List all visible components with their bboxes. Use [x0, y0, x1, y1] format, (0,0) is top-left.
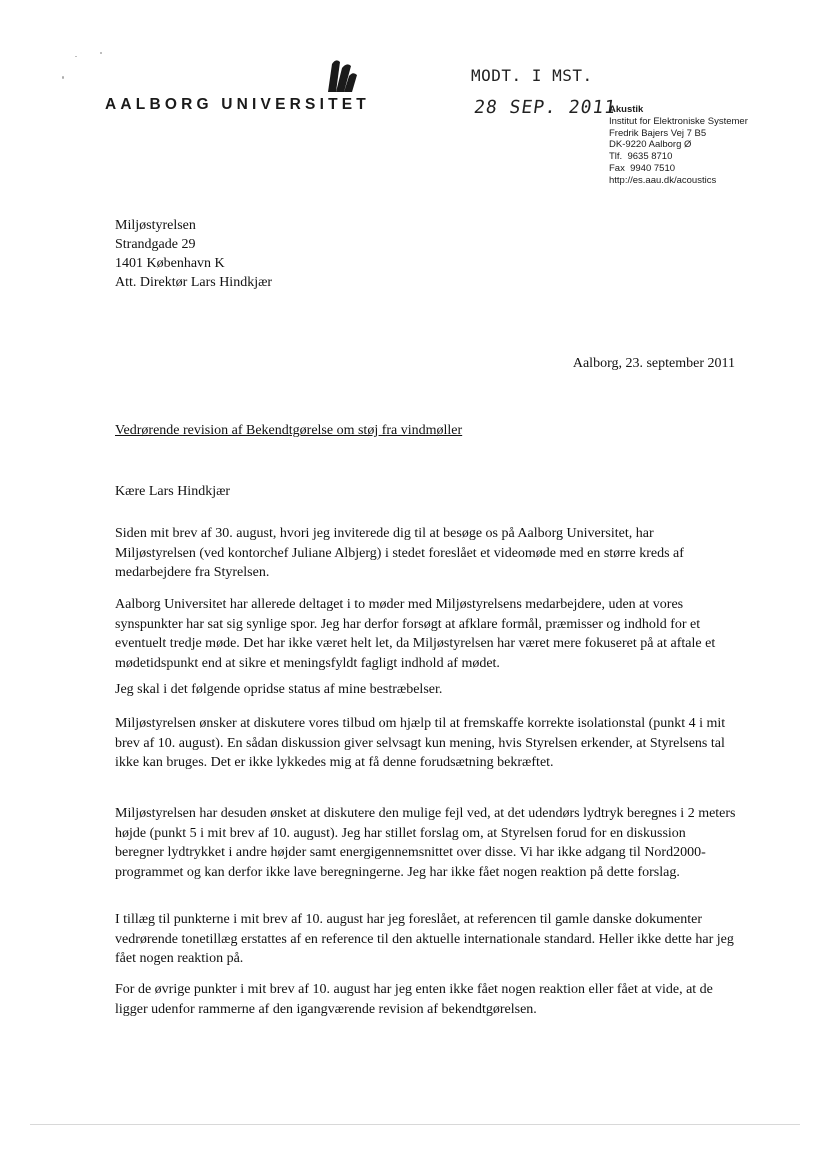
recipient-line: Strandgade 29: [115, 237, 196, 252]
recipient-line: 1401 København K: [115, 256, 225, 271]
institution-name: AALBORG UNIVERSITET: [105, 96, 370, 113]
university-logo-icon: [322, 58, 358, 92]
recipient-line: Att. Direktør Lars Hindkjær: [115, 275, 273, 290]
sender-phone: Tlf. 9635 8710: [609, 151, 673, 163]
received-stamp: MODT. I MST.: [471, 66, 593, 85]
scan-speck: [75, 56, 77, 57]
scan-edge-line: [30, 1124, 800, 1125]
body-paragraph: Aalborg Universitet har allerede deltaget i to møder med Miljøstyrelsens medarbejdere, uden at vores synspunkter har sat sig synlige spor. Jeg har derfor forsøgt at afklare formål, præmisser og indhold for et eventuelt tredje møde. Det har ikke været helt let, da Miljøstyrelsen har været mere fokuseret på at aftale et mødetidspunkt end at sikre et meningsfyldt fagligt indhold af mødet.: [115, 597, 716, 671]
body-paragraph: Miljøstyrelsen ønsker at diskutere vores tilbud om hjælp til at fremskaffe korrekte isolationstal (punkt 4 i mit brev af 10. august). En sådan diskussion giver selvsagt kun mening, hvis Styrelsen erkender, at Styrelsens tal ikke kan bruges. Det er ikke lykkedes mig at få denne forudsætning bekræftet.: [115, 716, 726, 770]
sender-line: Institut for Elektroniske Systemer: [609, 115, 748, 127]
sender-line: DK-9220 Aalborg Ø: [609, 139, 692, 151]
sender-address: [609, 104, 748, 187]
body-paragraph: I tillæg til punkterne i mit brev af 10. august har jeg foreslået, at referencen til gamle danske dokumenter vedrørende tonetillæg erstattes af en reference til den aktuelle internationale standard. Heller ikke dette har jeg fået nogen reaktion på.: [115, 912, 734, 966]
sender-fax: Fax 9940 7510: [609, 162, 676, 174]
received-stamp-date: 28 SEP. 2011: [472, 97, 618, 118]
body-paragraph: Siden mit brev af 30. august, hvori jeg inviterede dig til at besøge os på Aalborg Universitet, har Miljøstyrelsen (ved kontorchef Juliane Albjerg) i stedet foreslået et videomøde med en større kreds af medarbejdere fra Styrelsen.: [115, 526, 684, 580]
body-paragraph: Miljøstyrelsen har desuden ønsket at diskutere den mulige fejl ved, at det udendørs lydtryk beregnes i 2 meters højde (punkt 5 i mit brev af 10. august). Jeg har stillet forslag om, at Styrelsen forud for en diskussion beregner lydtrykket i andre højder samt energigennemsnittet over disse. Vi har ikke adgang til Nord2000-programmet og kan derfor ikke lave beregningerne. Jeg har ikke fået nogen reaktion på dette forslag.: [115, 806, 736, 880]
sender-website: http://es.aau.dk/acoustics: [609, 174, 717, 186]
body-paragraph: For de øvrige punkter i mit brev af 10. august har jeg enten ikke fået nogen reaktion eller fået at vide, at de ligger udenfor rammerne af den igangværende revision af bekendtgørelsen.: [115, 982, 713, 1017]
recipient-line: Miljøstyrelsen: [115, 218, 196, 233]
sender-line: Fredrik Bajers Vej 7 B5: [609, 127, 707, 139]
letter-greeting: Kære Lars Hindkjær: [115, 484, 231, 499]
letter-subject: Vedrørende revision af Bekendtgørelse om støj fra vindmøller: [115, 423, 463, 438]
scan-speck: [100, 52, 102, 54]
scan-speck: [62, 76, 64, 79]
body-paragraph: Jeg skal i det følgende opridse status af mine bestræbelser.: [115, 682, 443, 697]
sender-department: Akustik: [609, 104, 644, 115]
recipient-address: [115, 216, 272, 292]
letter-date: Aalborg, 23. september 2011: [572, 356, 735, 371]
